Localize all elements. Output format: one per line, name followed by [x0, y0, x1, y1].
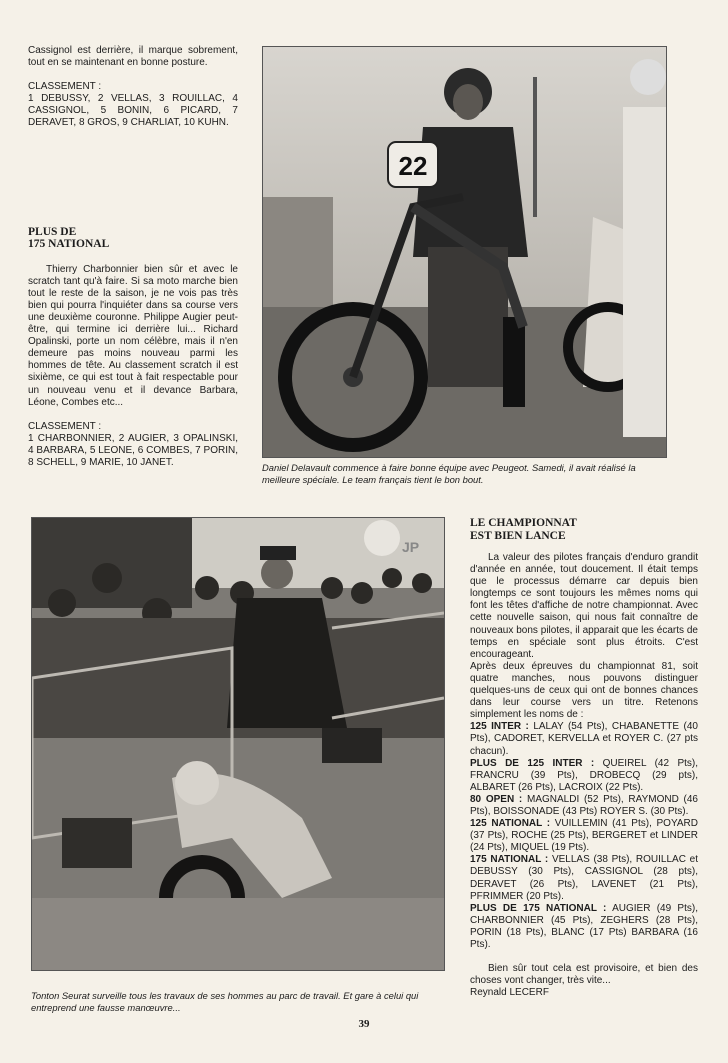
championnat-paragraph-1: La valeur des pilotes français d'enduro grandit d'année en année, tout doucement. Il était temps que le processus démarre car depuis bien longtemps ce sont toujours les mêmes noms qui font les têtes d'affiche de notre championnat. Avec cette nouvelle saison, qui nous fait connaître de nouveaux bons pilotes, il apparait que les écarts de temps en spéciale sont plus étroits. C'est encourageant. — [470, 552, 698, 660]
class-label: PLUS DE 125 INTER : — [470, 757, 595, 769]
number-plate-text: 22 — [398, 151, 428, 181]
standings-175-national — [470, 854, 698, 902]
intro-paragraph: Cassignol est derrière, il marque sobrement, tout en se maintenant en bonne posture. — [28, 45, 238, 69]
section-heading-championnat-line2: EST BIEN LANCE — [470, 529, 566, 542]
page-number: 39 — [358, 1018, 370, 1030]
right-column-bottom — [470, 517, 698, 999]
mechanics-crowd-image — [32, 518, 444, 970]
class-label: PLUS DE 175 NATIONAL : — [470, 902, 607, 914]
photo-rider-delavault — [262, 46, 667, 458]
classement-label: CLASSEMENT : — [28, 81, 102, 93]
class-riders: AUGIER (49 Pts), CHARBONNIER (45 Pts), ZEGHERS (28 Pts), PORIN (18 Pts), BLANC (17 Pts) BARBARA (16 Pts). — [470, 902, 698, 950]
section-heading-championnat-line1: LE CHAMPIONNAT — [470, 517, 577, 529]
class-label: 80 OPEN : — [470, 793, 523, 805]
motocross-rider-image — [263, 47, 666, 457]
class-riders: LALAY (54 Pts), CHABANETTE (40 Pts), CADORET, KERVELLA et ROYER C. (27 pts chacun). — [470, 721, 698, 757]
standings-plus-125-inter — [470, 758, 698, 794]
class-riders: VUILLEMIN (41 Pts), POYARD (37 Pts), ROCHE (25 Pts), BERGERET et LINDER (24 Pts), MIQUEL (19 Pts). — [470, 818, 698, 854]
classement-label-2: CLASSEMENT : — [28, 420, 102, 432]
author-signature: Reynald LECERF — [470, 987, 549, 999]
plus-175-article-body: Thierry Charbonnier bien sûr et avec le scratch tant qu'à faire. Si sa moto marche bien tout le reste de la saison, je ne vois pas très bien qui pourra l'inquiéter dans sa course vers une deuxième couronne. Philippe Augier peut-être, qui termine ici derrière lui... Richard Opalinski, porte un nom célèbre, mais il n'en demeure pas moins nouveau parmi les hommes de tête. Au classement scratch il est sixième, ce qui est tout à fait respectable pour un nouveau venu et il devance Barbara, Léone, Combes etc... — [28, 263, 238, 408]
class-riders: QUEIREL (42 Pts), FRANCRU (39 Pts), DROBECQ (29 pts), ALBARET (26 Pts), LACROIX (22 Pts). — [470, 757, 698, 793]
classement-plus-175: 1 CHARBONNIER, 2 AUGIER, 3 OPALINSKI, 4 BARBARA, 5 LEONE, 6 COMBES, 7 PORIN, 8 SCHELL, 9 MARIE, 10 JANET. — [28, 432, 238, 468]
photo-watermark: JP — [402, 539, 420, 555]
class-label: 125 INTER : — [470, 721, 529, 733]
class-riders: MAGNALDI (52 Pts), RAYMOND (46 Pts), BOISSONADE (43 Pts) ROYER S. (30 Pts). — [470, 793, 698, 817]
caption-bottom-photo: Tonton Seurat surveille tous les travaux de ses hommes au parc de travail. Et gare à celui qui entreprend une fausse manœuvre... — [31, 990, 419, 1013]
left-column-top — [28, 45, 238, 469]
section-heading-plus-175-line2: 175 NATIONAL — [28, 238, 110, 251]
championnat-paragraph-2: Après deux épreuves du championnat 81, soit quatre manches, nous pouvons distinguer quelques-uns de ceux qui ont de bonnes chances dans leur course vers un titre. Retenons simplement les noms de : — [470, 660, 698, 721]
class-riders: VELLAS (38 Pts), ROUILLAC et DEBUSSY (30 Pts), CASSIGNOL (28 pts), DERAVET (26 Pts), LAVENET (21 Pts), PFRIMMER (20 Pts). — [470, 854, 699, 902]
standings-125-inter — [470, 721, 698, 757]
classement-175-national: 1 DEBUSSY, 2 VELLAS, 3 ROUILLAC, 4 CASSIGNOL, 5 BONIN, 6 PICARD, 7 DERAVET, 8 GROS, 9 CHARLIAT, 10 KUHN. — [28, 93, 238, 129]
section-heading-plus-175-line1: PLUS DE — [28, 225, 77, 238]
standings-125-national — [470, 818, 698, 854]
standings-80-open — [470, 794, 698, 818]
standings-plus-175-national — [470, 903, 698, 951]
photo-work-park — [31, 517, 445, 971]
caption-top-photo: Daniel Delavault commence à faire bonne équipe avec Peugeot. Samedi, il avait réalisé la meilleure spéciale. Le team français tient le bon bout. — [262, 462, 636, 485]
class-label: 175 NATIONAL : — [470, 854, 549, 866]
closing-paragraph: Bien sûr tout cela est provisoire, et bien des choses vont changer, très vite... — [470, 963, 698, 987]
class-label: 125 NATIONAL : — [470, 818, 551, 830]
